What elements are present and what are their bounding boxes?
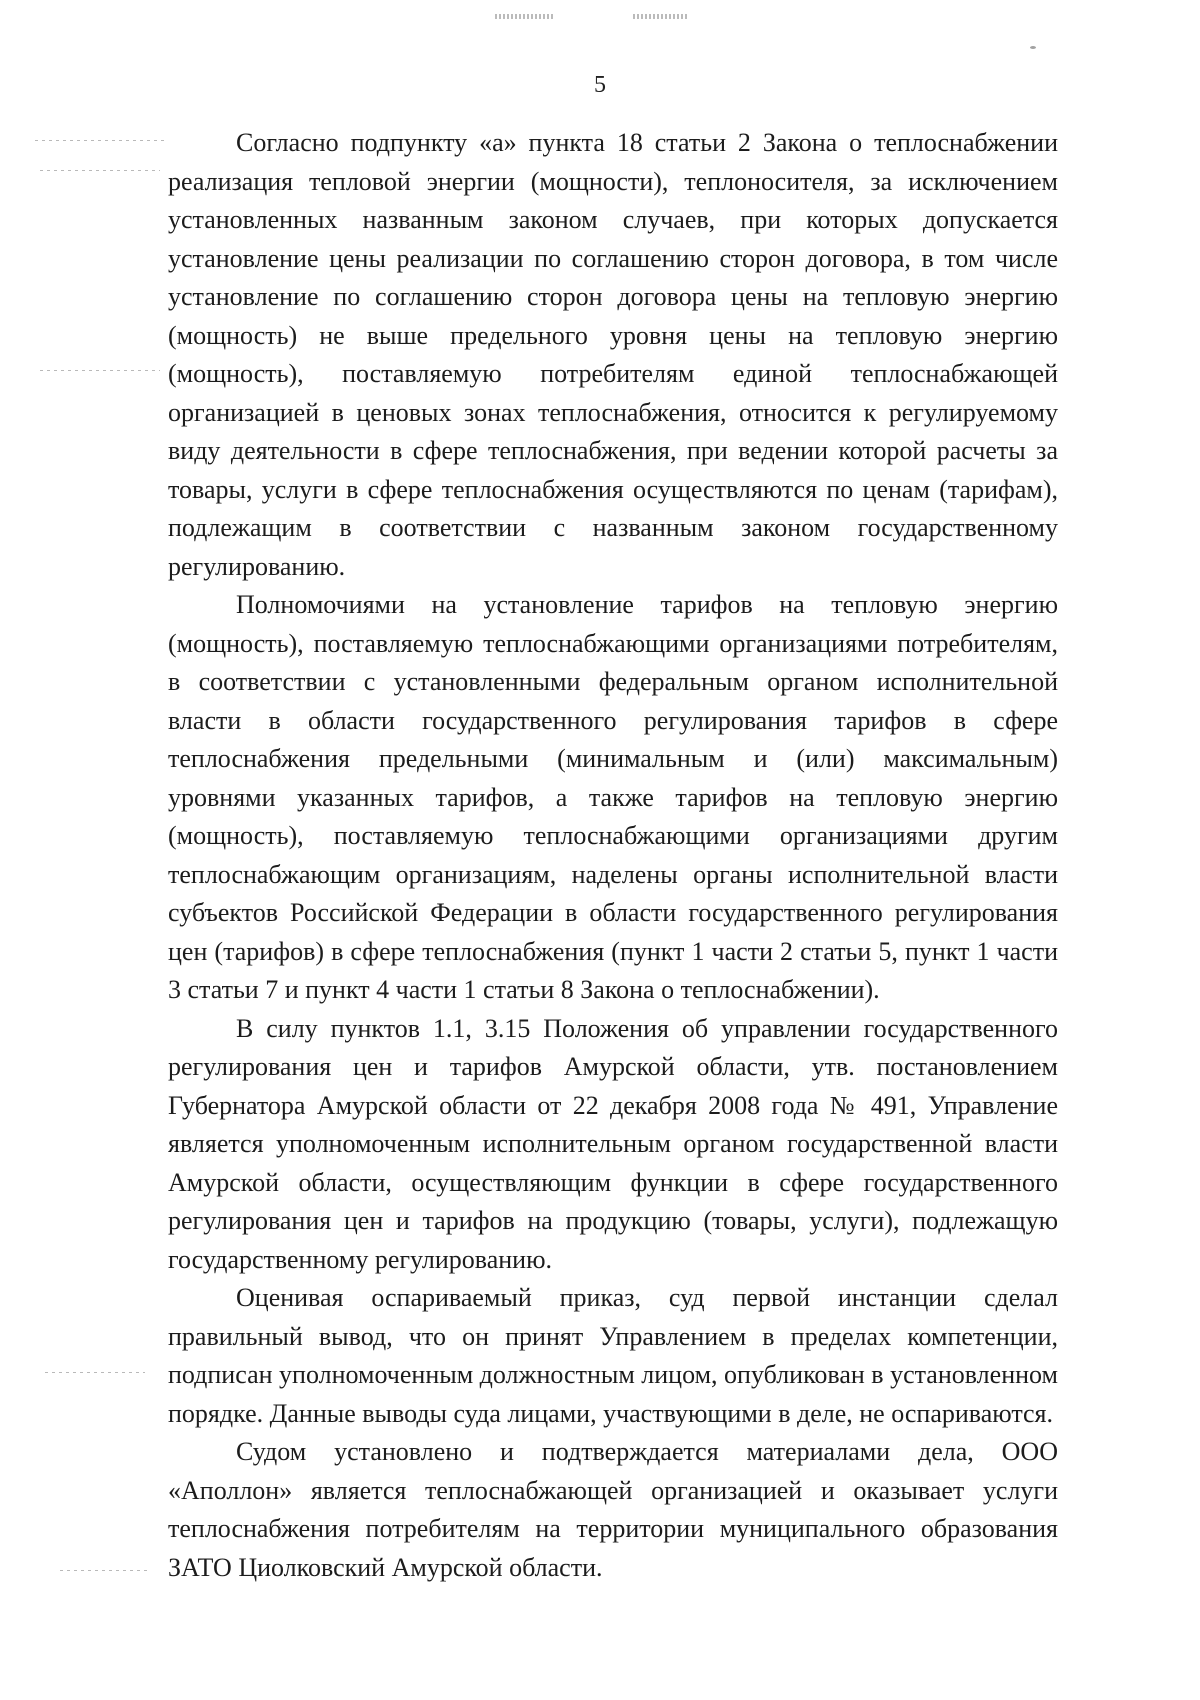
document-body bbox=[168, 124, 1058, 1587]
scan-header-noise bbox=[633, 14, 688, 19]
page-number: 5 bbox=[594, 72, 606, 98]
scan-margin-dash bbox=[45, 1372, 145, 1373]
paragraph: Судом установлено и подтверждается материалами дела, ООО «Аполлон» является теплоснабжающей организацией и оказывает услуги теплоснабжения потребителям на территории муниципального образования ЗАТО Циолковский Амурской области. bbox=[168, 1437, 1058, 1582]
scan-margin-dash bbox=[35, 140, 165, 141]
scan-header-noise bbox=[495, 14, 555, 19]
scan-margin-dash bbox=[40, 170, 160, 171]
scan-margin-dash bbox=[60, 1570, 150, 1571]
scan-speck bbox=[1030, 46, 1036, 49]
paragraph: Полномочиями на установление тарифов на тепловую энергию (мощность), поставляемую теплоснабжающими организациями потребителям, в соответствии с установленными федеральным органом исполнительной власти в области государственного регулирования тарифов в сфере теплоснабжения предельными (минимальным и (или) максимальным) уровнями указанных тарифов, а также тарифов на тепловую энергию (мощность), поставляемую теплоснабжающими организациями другим теплоснабжающим организациям, наделены органы исполнительной власти субъектов Российской Федерации в области государственного регулирования цен (тарифов) в сфере теплоснабжения (пункт 1 части 2 статьи 5, пункт 1 части 3 статьи 7 и пункт 4 части 1 статьи 8 Закона о теплоснабжении). bbox=[168, 590, 1058, 1004]
scan-margin-dash bbox=[40, 370, 160, 371]
paragraph: Согласно подпункту «а» пункта 18 статьи 2 Закона о теплоснабжении реализация тепловой энергии (мощности), теплоносителя, за исключением установленных названным законом случаев, при которых допускается установление цены реализации по соглашению сторон договора, в том числе установление по соглашению сторон договора цены на тепловую энергию (мощность) не выше предельного уровня цены на тепловую энергию (мощность), поставляемую потребителям единой теплоснабжающей организацией в ценовых зонах теплоснабжения, относится к регулируемому виду деятельности в сфере теплоснабжения, при ведении которой расчеты за товары, услуги в сфере теплоснабжения осуществляются по ценам (тарифам), подлежащим в соответствии с названным законом государственному регулированию. bbox=[168, 128, 1058, 581]
paragraph: Оценивая оспариваемый приказ, суд первой инстанции сделал правильный вывод, что он принят Управлением в пределах компетенции, подписан уполномоченным должностным лицом, опубликован в установленном порядке. Данные выводы суда лицами, участвующими в деле, не оспариваются. bbox=[168, 1283, 1058, 1428]
paragraph: В силу пунктов 1.1, 3.15 Положения об управлении государственного регулирования цен и тарифов Амурской области, утв. постановлением Губернатора Амурской области от 22 декабря 2008 года № 491, Управление является уполномоченным исполнительным органом государственной власти Амурской области, осуществляющим функции в сфере государственного регулирования цен и тарифов на продукцию (товары, услуги), подлежащую государственному регулированию. bbox=[168, 1013, 1058, 1274]
